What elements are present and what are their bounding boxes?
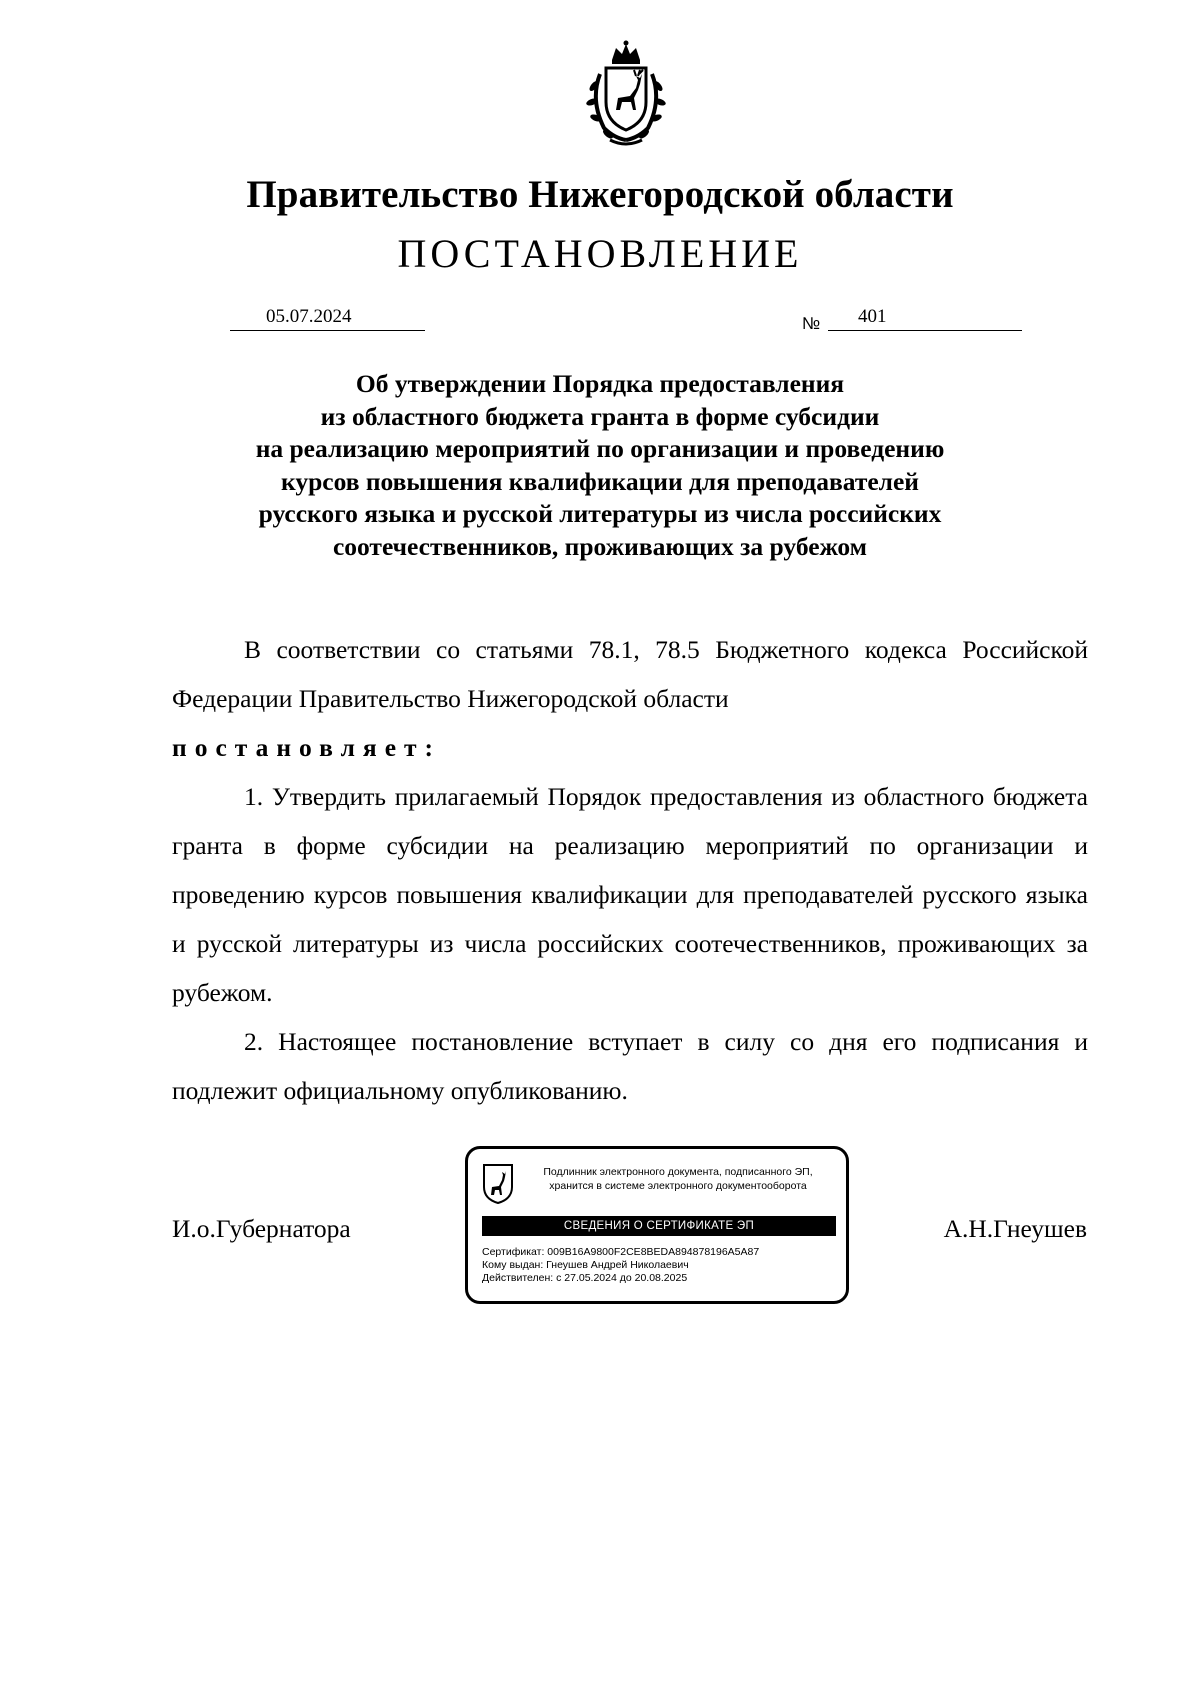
item-paragraph-1: 1. Утвердить прилагаемый Порядок предоставления из областного бюджета гранта в форме субсидии на реализацию мероприятий по организации и проведению курсов повышения квалификации для преподавателей русского языка и русской литературы из числа российских соотечественников, проживающих за рубежом. [172, 782, 1088, 1007]
document-subject [0, 368, 1200, 563]
stamp-text-line: хранится в системе электронного документооборота [549, 1180, 807, 1192]
date-field [230, 306, 425, 331]
resolves-paragraph [172, 723, 1088, 772]
signatory-name: А.Н.Гнеушев [943, 1214, 1087, 1243]
subject-line: Об утверждении Порядка предоставления [355, 369, 845, 398]
document-date: 05.07.2024 [266, 306, 352, 327]
signatory-position: И.о.Губернатора [172, 1214, 351, 1243]
electronic-signature-stamp [465, 1146, 849, 1304]
certificate-number: Сертификат: 009B16A9800F2CE8BEDA894878196A5A87 [482, 1246, 760, 1258]
coat-of-arms-icon [570, 40, 682, 148]
subject-line: соотечественников, проживающих за рубежом [332, 531, 868, 561]
resolves-word: постановляет: [172, 733, 442, 762]
document-number: 401 [858, 306, 887, 327]
stamp-text-line: Подлинник электронного документа, подписанного ЭП, [543, 1166, 813, 1178]
document-type: ПОСТАНОВЛЕНИЕ [397, 231, 803, 276]
subject-line: на реализацию мероприятий по организации и проведению [255, 434, 945, 463]
subject-line: курсов повышения квалификации для преподавателей [281, 466, 919, 496]
certificate-header: СВЕДЕНИЯ О СЕРТИФИКАТЕ ЭП [482, 1216, 836, 1236]
certificate-validity: Действителен: с 27.05.2024 до 20.08.2025 [482, 1272, 688, 1284]
item-paragraph-2: 2. Настоящее постановление вступает в силу со дня его подписания и подлежит официальному опубликованию. [172, 1027, 1088, 1105]
preamble-paragraph: В соответствии со статьями 78.1, 78.5 Бюджетного кодекса Российской Федерации Правительство Нижегородской области [172, 635, 1088, 713]
number-sign: № [802, 314, 821, 333]
deer-shield-icon [482, 1163, 514, 1205]
subject-line: русского языка и русской литературы из числа российских [258, 499, 942, 528]
subject-line: из областного бюджета гранта в форме субсидии [320, 401, 880, 431]
government-title: Правительство Нижегородской области [246, 173, 954, 216]
certificate-owner: Кому выдан: Гнеушев Андрей Николаевич [482, 1259, 689, 1271]
number-field [828, 306, 1022, 331]
document-body [172, 625, 1088, 1115]
